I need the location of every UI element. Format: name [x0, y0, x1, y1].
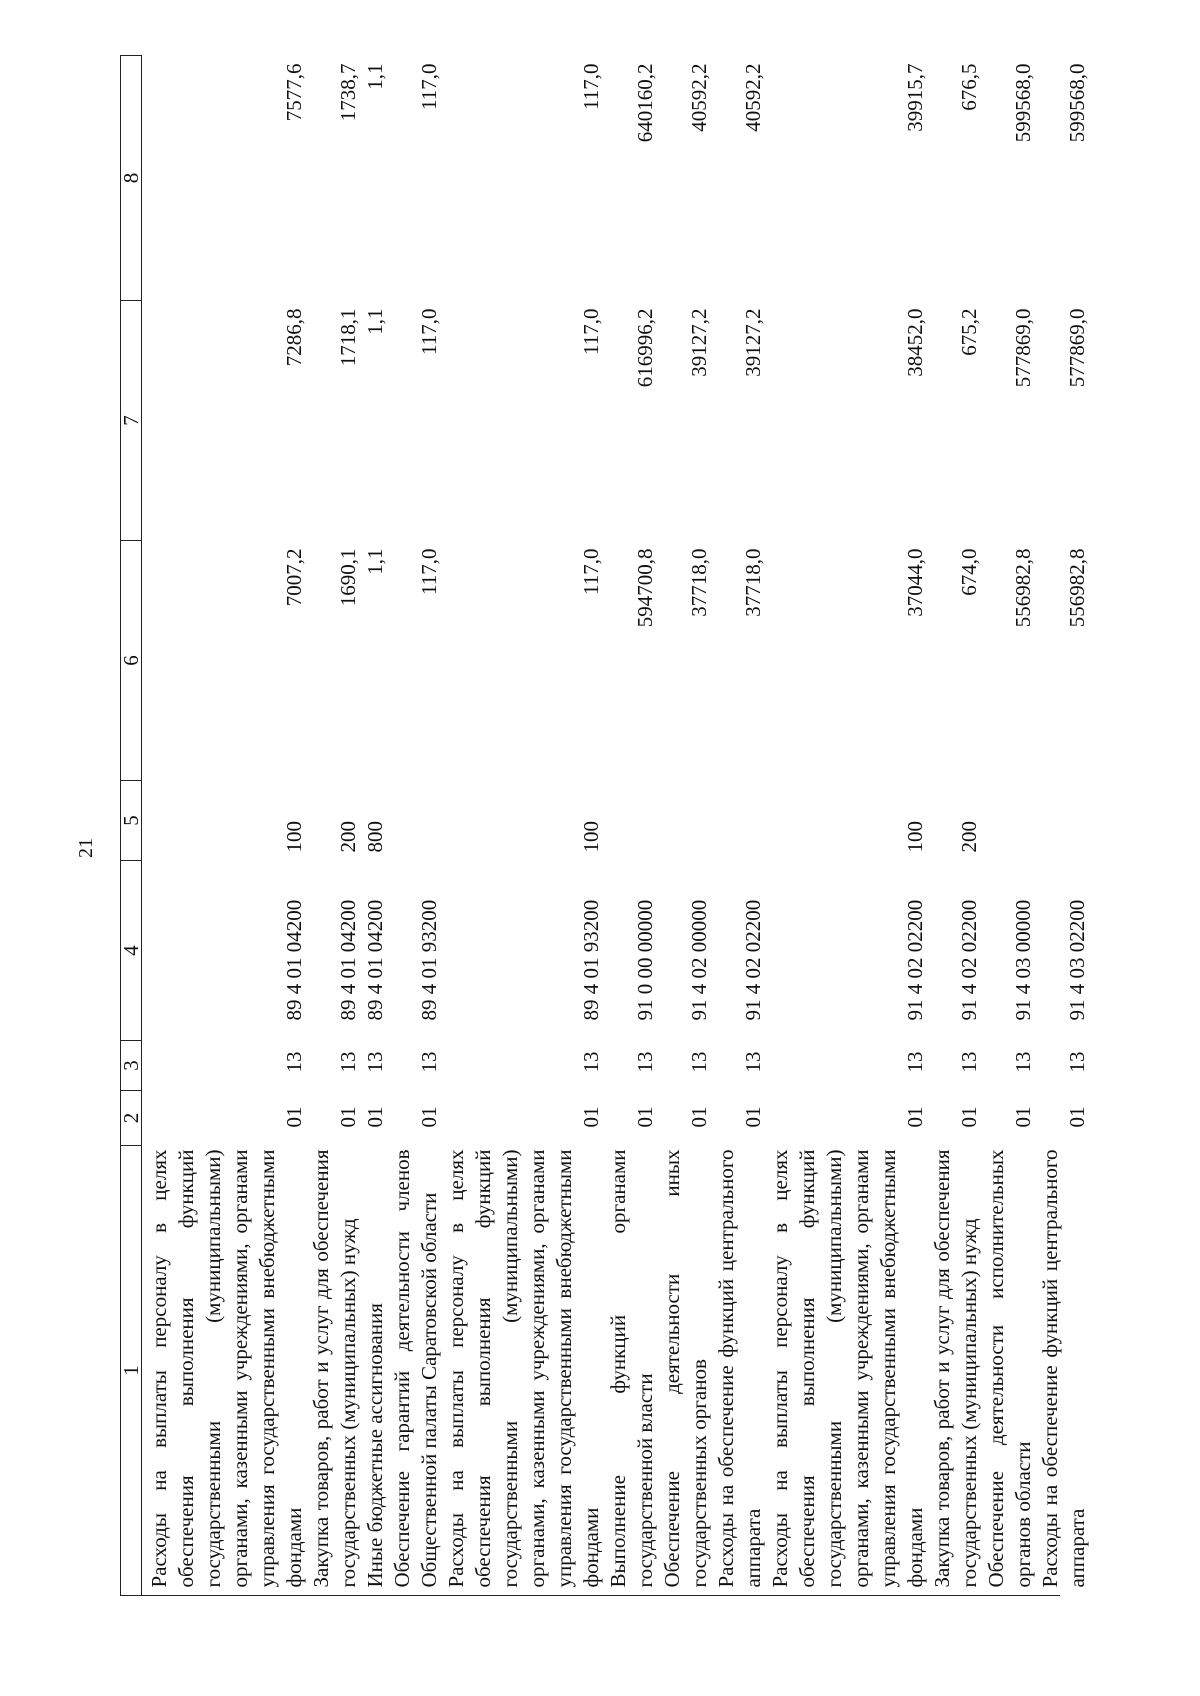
row-amount-year-3: 599568,0	[1011, 63, 1035, 143]
row-name: Расходы на обеспечение функций центрального аппарата	[1038, 1149, 1089, 1588]
header-col-1: 1	[121, 1146, 142, 1596]
row-amount-year-1: 556982,8	[1065, 548, 1089, 628]
row-amount-year-1: 556982,8	[1011, 548, 1035, 628]
row-amount-year-1: 37044,0	[903, 548, 927, 617]
row-section: 01	[579, 1106, 603, 1128]
row-expense-type: 100	[579, 821, 603, 853]
row-target-code: 91 4 02 02200	[957, 899, 981, 1021]
row-subsection: 13	[1011, 1051, 1035, 1073]
header-col-4: 4	[121, 861, 142, 1041]
row-amount-year-2: 117,0	[417, 308, 441, 355]
row-target-code: 91 4 03 02200	[1065, 899, 1089, 1021]
row-section: 01	[903, 1106, 927, 1128]
row-amount-year-2: 675,2	[957, 308, 981, 356]
row-section: 01	[417, 1106, 441, 1128]
header-col-7: 7	[121, 301, 142, 541]
row-amount-year-2: 1718,1	[336, 308, 360, 367]
table-row	[1037, 56, 1091, 1596]
row-amount-year-2: 7286,8	[282, 308, 306, 367]
row-name: Расходы на обеспечение функций центрального аппарата	[714, 1149, 765, 1588]
row-expense-type: 800	[363, 821, 387, 853]
row-subsection: 13	[903, 1051, 927, 1073]
row-name: Обеспечение деятельности иных государственных органов	[660, 1149, 711, 1588]
row-amount-year-3: 40592,2	[687, 63, 711, 132]
row-amount-year-2: 616996,2	[633, 308, 657, 388]
row-subsection: 13	[687, 1051, 711, 1073]
table-row	[308, 56, 362, 1596]
row-amount-year-3: 39915,7	[903, 63, 927, 132]
row-name: Обеспечение гарантий деятельности членов Общественной палаты Саратовской области	[390, 1149, 441, 1588]
row-amount-year-2: 577869,0	[1065, 308, 1089, 388]
table-row	[983, 56, 1037, 1596]
table-row	[929, 56, 983, 1596]
row-section: 01	[282, 1106, 306, 1128]
row-amount-year-2: 1,1	[363, 308, 387, 335]
row-amount-year-2: 38452,0	[903, 308, 927, 377]
row-expense-type: 200	[336, 821, 360, 853]
row-section: 01	[336, 1106, 360, 1128]
row-target-code: 89 4 01 04200	[363, 899, 387, 1021]
row-amount-year-3: 117,0	[417, 63, 441, 110]
row-expense-type	[659, 781, 713, 861]
row-subsection: 13	[282, 1051, 306, 1073]
row-amount-year-2: 39127,2	[687, 308, 711, 377]
table-row	[389, 56, 443, 1596]
row-target-code: 89 4 01 93200	[417, 899, 441, 1021]
table-row	[605, 56, 659, 1596]
row-subsection: 13	[957, 1051, 981, 1073]
row-subsection: 13	[417, 1051, 441, 1073]
header-col-2: 2	[121, 1091, 142, 1146]
row-name: Расходы на выплаты персоналу в целях обеспечения выполнения функций государственными (муниципальными) органами, казенными учреждениями, органами управления государственными внебюджетными фондами	[147, 1149, 306, 1588]
row-subsection: 13	[363, 1051, 387, 1073]
row-amount-year-1: 1690,1	[336, 548, 360, 607]
budget-table	[120, 55, 1091, 1596]
row-amount-year-3: 40592,2	[741, 63, 765, 132]
row-target-code: 89 4 01 04200	[282, 899, 306, 1021]
header-col-3: 3	[121, 1041, 142, 1091]
rotated-page	[119, 56, 1089, 1596]
row-subsection: 13	[741, 1051, 765, 1073]
row-amount-year-3: 676,5	[957, 63, 981, 111]
header-col-8: 8	[121, 56, 142, 301]
row-subsection: 13	[579, 1051, 603, 1073]
row-target-code: 91 4 02 00000	[687, 899, 711, 1021]
row-name: Обеспечение деятельности исполнительных органов области	[984, 1149, 1035, 1588]
row-amount-year-1: 1,1	[363, 548, 387, 575]
row-amount-year-1: 117,0	[417, 548, 441, 595]
row-expense-type: 200	[957, 821, 981, 853]
page-number: 21	[75, 838, 97, 858]
row-amount-year-3: 1738,7	[336, 63, 360, 122]
row-target-code: 91 0 00 00000	[633, 899, 657, 1021]
table-row	[713, 56, 767, 1596]
row-target-code: 91 4 02 02200	[903, 899, 927, 1021]
row-amount-year-2: 117,0	[579, 308, 603, 355]
row-amount-year-1: 37718,0	[687, 548, 711, 617]
row-expense-type	[983, 781, 1037, 861]
row-subsection: 13	[633, 1051, 657, 1073]
row-expense-type	[605, 781, 659, 861]
row-subsection: 13	[336, 1051, 360, 1073]
row-target-code: 89 4 01 04200	[336, 899, 360, 1021]
row-amount-year-3: 1,1	[363, 63, 387, 90]
row-target-code: 91 4 02 02200	[741, 899, 765, 1021]
row-expense-type	[1037, 781, 1091, 861]
row-amount-year-3: 7577,6	[282, 63, 306, 122]
row-amount-year-3: 117,0	[579, 63, 603, 110]
row-amount-year-1: 594700,8	[633, 548, 657, 628]
row-name: Иные бюджетные ассигнования	[363, 1303, 387, 1588]
table-row	[142, 56, 309, 1596]
table-row	[443, 56, 605, 1596]
row-expense-type: 100	[903, 821, 927, 853]
table-row	[659, 56, 713, 1596]
row-subsection: 13	[1065, 1051, 1089, 1073]
row-section: 01	[1065, 1106, 1089, 1128]
table-row	[362, 56, 389, 1596]
row-section: 01	[363, 1106, 387, 1128]
row-name: Выполнение функций органами государственной власти	[606, 1149, 657, 1588]
row-amount-year-2: 577869,0	[1011, 308, 1035, 388]
row-expense-type	[389, 781, 443, 861]
row-amount-year-2: 39127,2	[741, 308, 765, 377]
row-name: Закупка товаров, работ и услуг для обеспечения государственных (муниципальных) нужд	[309, 1149, 360, 1588]
table-left-border	[140, 1595, 1060, 1596]
row-amount-year-1: 37718,0	[741, 548, 765, 617]
row-section: 01	[741, 1106, 765, 1128]
row-section: 01	[957, 1106, 981, 1128]
row-name: Расходы на выплаты персоналу в целях обеспечения выполнения функций государственными (муниципальными) органами, казенными учреждениями, органами управления государственными внебюджетными фондами	[768, 1149, 927, 1588]
row-target-code: 91 4 03 00000	[1011, 899, 1035, 1021]
row-amount-year-1: 674,0	[957, 548, 981, 596]
row-name: Закупка товаров, работ и услуг для обеспечения государственных (муниципальных) нужд	[930, 1149, 981, 1588]
header-row	[121, 56, 142, 1596]
row-amount-year-3: 599568,0	[1065, 63, 1089, 143]
row-target-code: 89 4 01 93200	[579, 899, 603, 1021]
row-section: 01	[1011, 1106, 1035, 1128]
row-amount-year-1: 117,0	[579, 548, 603, 595]
row-amount-year-1: 7007,2	[282, 548, 306, 607]
row-section: 01	[687, 1106, 711, 1128]
row-expense-type: 100	[282, 821, 306, 853]
row-section: 01	[633, 1106, 657, 1128]
header-col-5: 5	[121, 781, 142, 861]
row-expense-type	[713, 781, 767, 861]
table-row	[767, 56, 929, 1596]
header-col-6: 6	[121, 541, 142, 781]
row-amount-year-3: 640160,2	[633, 63, 657, 143]
row-name: Расходы на выплаты персоналу в целях обеспечения выполнения функций государственными (муниципальными) органами, казенными учреждениями, органами управления государственными внебюджетными фондами	[444, 1149, 603, 1588]
